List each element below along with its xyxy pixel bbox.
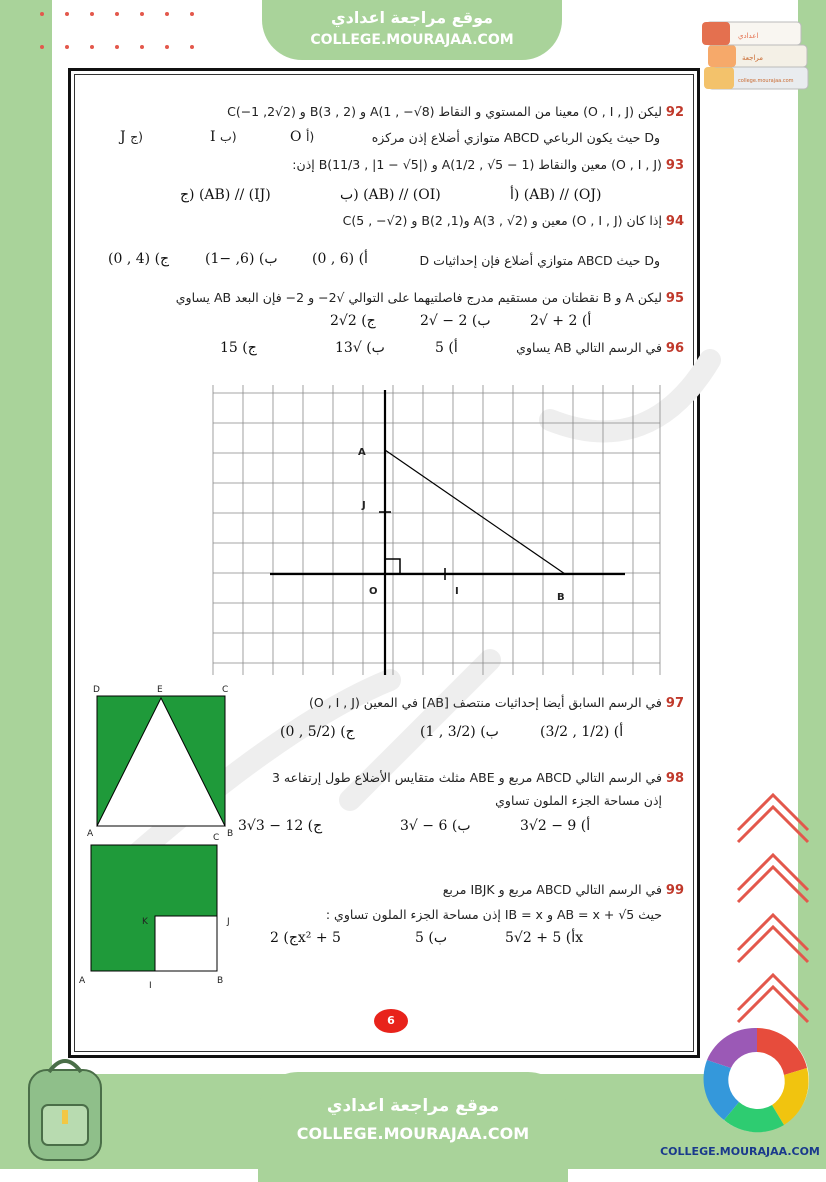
question-98 bbox=[250, 770, 684, 786]
square2-label-B: B bbox=[217, 976, 224, 986]
question-98-line2: إذن مساحة الجزء الملون تساوي bbox=[495, 793, 662, 808]
question-text: في الرسم السابق أيضا إحداثيات منتصف [AB] في المعين (O , I , J) bbox=[309, 695, 662, 710]
chevron-decoration-icon bbox=[728, 780, 823, 1050]
square-label-D: D bbox=[93, 685, 100, 695]
question-number: 96 bbox=[665, 341, 684, 356]
q94-option-b: ب) (6, −1) bbox=[205, 251, 278, 267]
question-text: في الرسم التالي ABCD مربع و ABE مثلث متقايس الأضلاع طول إرتفاعه 3 bbox=[271, 770, 662, 785]
q96-option-a: أ) 5 bbox=[435, 340, 458, 356]
point-label-J: J bbox=[362, 500, 366, 511]
question-94 bbox=[140, 213, 684, 229]
question-93 bbox=[140, 157, 684, 173]
option-value: I bbox=[210, 129, 216, 145]
q97-option-c: ج) (5/2 , 0) bbox=[280, 724, 355, 740]
footer-url[interactable]: COLLEGE.MOURAJAA.COM bbox=[296, 1124, 530, 1143]
square-label-B: B bbox=[227, 829, 234, 839]
question-number: 99 bbox=[665, 883, 684, 898]
option-value: O bbox=[290, 129, 302, 145]
q93-option-c: ج) (AB) // (IJ) bbox=[180, 187, 271, 203]
square2-label-I: I bbox=[149, 981, 152, 990]
q99-option-b: ب) 5 bbox=[415, 930, 448, 946]
question-text: في الرسم التالي AB يساوي bbox=[516, 340, 662, 355]
q96-option-b: ب) √13 bbox=[335, 340, 385, 356]
q98-option-b: ب) 6 − √3 bbox=[400, 818, 471, 834]
q92-option-c bbox=[120, 129, 143, 145]
question-text: (O , I , J) معين والنقاط A(1/2 , √5 − 1) و B(11/3 , |1 − √5|) إذن: bbox=[292, 157, 662, 172]
decorative-dots bbox=[30, 0, 210, 60]
q97-option-a: أ) (1/2 , 3/2) bbox=[540, 724, 624, 740]
option-label: ج) bbox=[130, 129, 144, 144]
question-99-line2: حيث AB = x + √5 و IB = x إذن مساحة الجزء الملون تساوي : bbox=[325, 907, 662, 922]
question-text: ليكن (O , I , J) معينا من المستوي و النقاط A(1 , −√8) و B(3 , 2) و C(−1 ,2√2) bbox=[227, 104, 662, 119]
q99-option-a: أ) 5 + 2√5x bbox=[505, 930, 584, 946]
square2-label-J: J bbox=[227, 917, 230, 927]
square-label-C: C bbox=[222, 685, 229, 695]
question-text: إذا كان (O , I , J) معين و A(3 , √2) وB(2 ,1) و C(5 , −√2) bbox=[342, 213, 662, 228]
coordinate-grid-figure bbox=[205, 385, 665, 680]
point-label-A: A bbox=[358, 447, 366, 458]
q98-option-c: ج) 12 − 3√3 bbox=[238, 818, 323, 834]
option-label: ب) bbox=[219, 129, 237, 144]
q96-option-c: ج) 15 bbox=[220, 340, 257, 356]
question-92 bbox=[140, 104, 684, 120]
question-94-line2: وD حيث ABCD متوازي أضلاع فإن إحداثيات D bbox=[419, 253, 660, 268]
question-96 bbox=[440, 340, 684, 356]
q98-option-a: أ) 9 − 2√3 bbox=[520, 818, 591, 834]
header-arabic-title: موقع مراجعة اعدادي bbox=[330, 8, 494, 27]
q99-option-c: ج) 2x² + 5 bbox=[270, 930, 341, 946]
footer-logo-url: COLLEGE.MOURAJAA.COM bbox=[660, 1145, 820, 1158]
college-logo-icon bbox=[694, 1020, 820, 1146]
books-spine-1: اعدادي bbox=[738, 32, 759, 40]
backpack-icon bbox=[14, 1050, 114, 1165]
page-number-badge: 6 bbox=[374, 1009, 408, 1033]
question-text: ليكن A و B نقطتان من مستقيم مدرج فاصلتيهما على التوالي √2− و 2− فإن البعد AB يساوي bbox=[175, 290, 662, 305]
books-spine-3: college.mourajaa.com bbox=[738, 78, 794, 84]
books-spine-2: مراجعة bbox=[742, 54, 764, 62]
q95-option-c: ج) 2√2 bbox=[330, 313, 376, 329]
square-label-C2: C bbox=[213, 833, 220, 840]
header-url: COLLEGE.MOURAJAA.COM bbox=[310, 32, 514, 48]
q92-option-b bbox=[210, 129, 237, 145]
square-triangle-figure bbox=[85, 680, 235, 840]
question-number: 92 bbox=[665, 105, 684, 120]
q93-option-a: أ) (AB) // (OJ) bbox=[510, 187, 602, 203]
question-number: 98 bbox=[665, 771, 684, 786]
q97-option-b: ب) (3/2 , 1) bbox=[420, 724, 499, 740]
option-value: J bbox=[120, 129, 126, 145]
question-99 bbox=[380, 882, 684, 898]
option-label: أ) bbox=[305, 129, 315, 144]
square-label-E: E bbox=[157, 685, 163, 695]
question-number: 93 bbox=[665, 158, 684, 173]
question-number: 97 bbox=[665, 696, 684, 711]
square-figure bbox=[75, 840, 245, 990]
q95-option-a: أ) 2 + √2 bbox=[530, 313, 592, 329]
q95-option-b: ب) 2 − √2 bbox=[420, 313, 491, 329]
point-label-O: O bbox=[369, 586, 378, 597]
left-green-border bbox=[0, 0, 52, 1169]
question-95 bbox=[120, 290, 684, 306]
q93-option-b: ب) (AB) // (OI) bbox=[340, 187, 441, 203]
question-text: في الرسم التالي ABCD مربع و IBJK مربع bbox=[442, 882, 662, 897]
square-label-A: A bbox=[87, 829, 94, 839]
footer-arabic-title: موقع مراجعة اعدادي bbox=[326, 1096, 500, 1116]
square2-label-A: A bbox=[79, 976, 86, 986]
books-icon bbox=[700, 12, 820, 97]
square2-label-K: K bbox=[142, 917, 148, 927]
q94-option-a: أ) (6 , 0) bbox=[312, 251, 368, 267]
q92-option-a bbox=[290, 129, 314, 145]
question-92-line2: وD حيث يكون الرباعي ABCD متوازي أضلاع إذن مركزه bbox=[371, 130, 660, 145]
point-label-B: B bbox=[557, 592, 565, 603]
q94-option-c: ج) (4 , 0) bbox=[108, 251, 170, 267]
point-label-I: I bbox=[455, 586, 459, 597]
question-number: 95 bbox=[665, 291, 684, 306]
question-number: 94 bbox=[665, 214, 684, 229]
question-97 bbox=[270, 695, 684, 711]
